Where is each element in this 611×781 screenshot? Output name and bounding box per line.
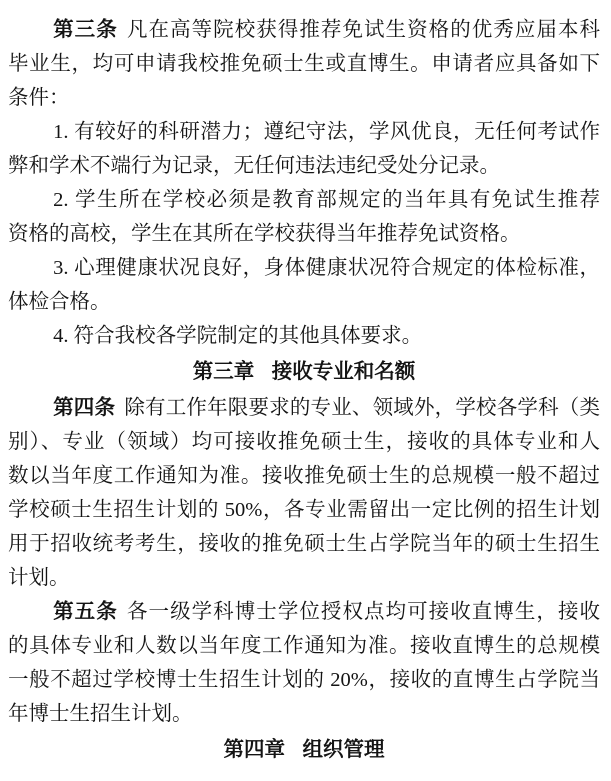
chapter-heading xyxy=(8,355,600,389)
text-line xyxy=(8,595,600,629)
article-number: 第五条 xyxy=(53,601,118,623)
line-text: 资格的高校，学生在其所在学校获得当年推荐免试资格。 xyxy=(8,223,521,245)
line-text: 凡在高等院校获得推荐免试生资格的优秀应届本科 xyxy=(126,19,601,41)
line-text: 用于招收统考考生，接收的推免硕士生占学院当年的硕士生招生 xyxy=(8,533,600,555)
line-text: 2. 学生所在学校必须是教育部规定的当年具有免试生推荐 xyxy=(53,189,600,211)
line-text: 1. 有较好的科研潜力；遵纪守法，学风优良，无任何考试作 xyxy=(53,121,600,143)
line-text: 体检合格。 xyxy=(8,291,111,313)
line-text: 学校硕士生招生计划的 50%，各专业需留出一定比例的招生计划 xyxy=(8,499,600,521)
line-text: 年博士生招生计划。 xyxy=(8,703,193,725)
text-line xyxy=(8,663,600,697)
text-line xyxy=(8,251,600,285)
line-text: 的具体专业和人数以当年度工作通知为准。接收直博生的总规模 xyxy=(8,635,600,657)
line-text: 3. 心理健康状况良好，身体健康状况符合规定的体检标准， xyxy=(53,257,600,279)
line-text: 别）、专业（领域）均可接收推免硕士生，接收的具体专业和人 xyxy=(8,431,600,453)
text-line xyxy=(8,425,600,459)
line-text: 数以当年度工作通知为准。接收推免硕士生的总规模一般不超过 xyxy=(8,465,600,487)
text-line xyxy=(8,183,600,217)
line-text: 4. 符合我校各学院制定的其他具体要求。 xyxy=(53,325,423,347)
chapter-heading xyxy=(8,733,600,767)
line-text: 计划。 xyxy=(8,567,70,589)
text-line xyxy=(8,13,600,47)
line-text: 除有工作年限要求的专业、领域外，学校各学科（类 xyxy=(124,397,600,419)
text-line xyxy=(8,217,600,251)
text-line xyxy=(8,527,600,561)
text-line xyxy=(8,493,600,527)
line-text: 第三章 接收专业和名额 xyxy=(192,361,416,383)
line-text: 毕业生，均可申请我校推免硕士生或直博生。申请者应具备如下 xyxy=(8,53,600,75)
text-line xyxy=(8,115,600,149)
text-line xyxy=(8,561,600,595)
text-line xyxy=(8,285,600,319)
text-line xyxy=(8,149,600,183)
article-number: 第四条 xyxy=(53,397,116,419)
text-line xyxy=(8,629,600,663)
text-line xyxy=(8,459,600,493)
text-line xyxy=(8,81,600,115)
line-text: 条件： xyxy=(8,87,70,109)
article-number: 第三条 xyxy=(53,19,118,41)
text-line xyxy=(8,319,600,353)
line-text: 各一级学科博士学位授权点均可接收直博生，接收 xyxy=(126,601,601,623)
text-line xyxy=(8,47,600,81)
line-text: 弊和学术不端行为记录，无任何违法违纪受处分记录。 xyxy=(8,155,500,177)
text-line xyxy=(8,697,600,731)
text-line xyxy=(8,391,600,425)
line-text: 一般不超过学校博士生招生计划的 20%，接收的直博生占学院当 xyxy=(8,669,600,691)
line-text: 第四章 组织管理 xyxy=(223,739,385,761)
